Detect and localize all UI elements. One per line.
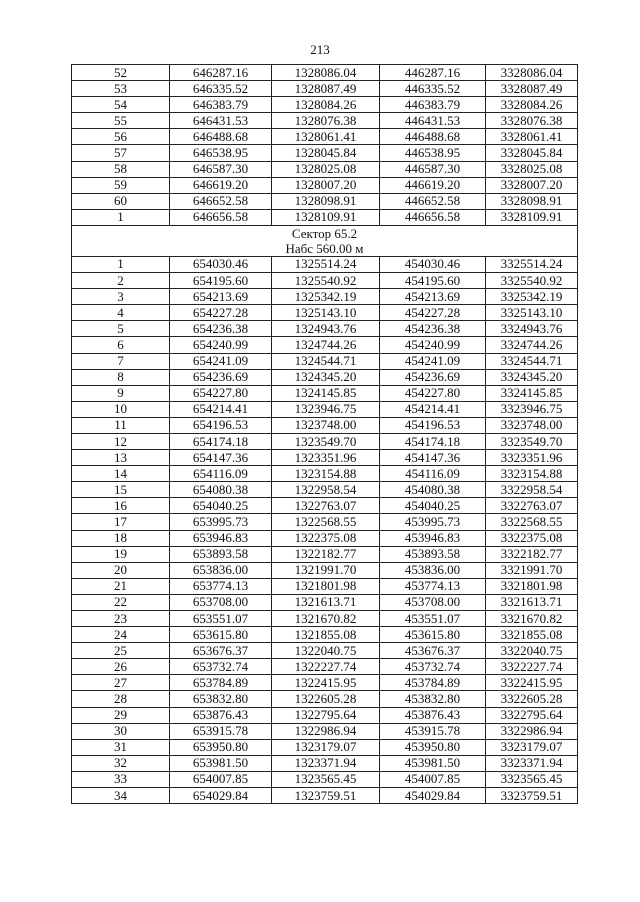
point-number-cell: 23 xyxy=(72,611,170,627)
x-coord-cell: 653981.50 xyxy=(170,755,272,771)
table-row xyxy=(72,353,578,369)
y-coord-cell: 1321991.70 xyxy=(272,562,380,578)
x-coord-alt-cell: 453784.89 xyxy=(380,675,486,691)
point-number-cell: 14 xyxy=(72,466,170,482)
point-number-cell: 58 xyxy=(72,161,170,177)
point-number-cell: 32 xyxy=(72,755,170,771)
y-coord-alt-cell: 3322958.54 xyxy=(486,482,578,498)
x-coord-alt-cell: 446538.95 xyxy=(380,145,486,161)
x-coord-alt-cell: 453732.74 xyxy=(380,659,486,675)
y-coord-alt-cell: 3323179.07 xyxy=(486,739,578,755)
y-coord-cell: 1322605.28 xyxy=(272,691,380,707)
x-coord-cell: 646287.16 xyxy=(170,65,272,81)
x-coord-alt-cell: 454227.80 xyxy=(380,385,486,401)
x-coord-alt-cell: 454116.09 xyxy=(380,466,486,482)
x-coord-alt-cell: 446287.16 xyxy=(380,65,486,81)
x-coord-cell: 654214.41 xyxy=(170,401,272,417)
point-number-cell: 31 xyxy=(72,739,170,755)
x-coord-alt-cell: 454213.69 xyxy=(380,289,486,305)
table-row xyxy=(72,337,578,353)
point-number-cell: 12 xyxy=(72,433,170,449)
y-coord-cell: 1328087.49 xyxy=(272,81,380,97)
table-row xyxy=(72,256,578,272)
x-coord-cell: 653551.07 xyxy=(170,611,272,627)
y-coord-cell: 1321613.71 xyxy=(272,594,380,610)
table-row xyxy=(72,289,578,305)
y-coord-cell: 1321801.98 xyxy=(272,578,380,594)
y-coord-alt-cell: 3322415.95 xyxy=(486,675,578,691)
table-row xyxy=(72,433,578,449)
x-coord-alt-cell: 454080.38 xyxy=(380,482,486,498)
y-coord-alt-cell: 3322182.77 xyxy=(486,546,578,562)
x-coord-alt-cell: 454030.46 xyxy=(380,256,486,272)
table-row xyxy=(72,562,578,578)
x-coord-alt-cell: 454040.25 xyxy=(380,498,486,514)
x-coord-alt-cell: 446383.79 xyxy=(380,97,486,113)
y-coord-cell: 1323759.51 xyxy=(272,788,380,804)
y-coord-alt-cell: 3325342.19 xyxy=(486,289,578,305)
x-coord-alt-cell: 453946.83 xyxy=(380,530,486,546)
table-row xyxy=(72,466,578,482)
x-coord-cell: 653836.00 xyxy=(170,562,272,578)
y-coord-alt-cell: 3323565.45 xyxy=(486,771,578,787)
x-coord-alt-cell: 453774.13 xyxy=(380,578,486,594)
x-coord-cell: 646538.95 xyxy=(170,145,272,161)
x-coord-cell: 654236.38 xyxy=(170,321,272,337)
x-coord-alt-cell: 453708.00 xyxy=(380,594,486,610)
y-coord-cell: 1323154.88 xyxy=(272,466,380,482)
y-coord-alt-cell: 3324345.20 xyxy=(486,369,578,385)
point-number-cell: 20 xyxy=(72,562,170,578)
y-coord-cell: 1325342.19 xyxy=(272,289,380,305)
table-row xyxy=(72,594,578,610)
x-coord-cell: 653950.80 xyxy=(170,739,272,755)
section-header-row xyxy=(72,225,578,256)
table-row xyxy=(72,498,578,514)
y-coord-cell: 1328061.41 xyxy=(272,129,380,145)
point-number-cell: 26 xyxy=(72,659,170,675)
table-row xyxy=(72,369,578,385)
table-row xyxy=(72,129,578,145)
y-coord-cell: 1323371.94 xyxy=(272,755,380,771)
y-coord-alt-cell: 3328098.91 xyxy=(486,193,578,209)
table-row xyxy=(72,450,578,466)
x-coord-alt-cell: 454196.53 xyxy=(380,417,486,433)
x-coord-cell: 654240.99 xyxy=(170,337,272,353)
point-number-cell: 54 xyxy=(72,97,170,113)
y-coord-cell: 1321670.82 xyxy=(272,611,380,627)
x-coord-cell: 646587.30 xyxy=(170,161,272,177)
x-coord-cell: 653615.80 xyxy=(170,627,272,643)
section-title: Сектор 65.2 xyxy=(291,225,358,241)
x-coord-alt-cell: 446587.30 xyxy=(380,161,486,177)
y-coord-cell: 1328025.08 xyxy=(272,161,380,177)
y-coord-cell: 1323549.70 xyxy=(272,433,380,449)
y-coord-cell: 1324544.71 xyxy=(272,353,380,369)
x-coord-alt-cell: 454241.09 xyxy=(380,353,486,369)
point-number-cell: 18 xyxy=(72,530,170,546)
y-coord-alt-cell: 3324544.71 xyxy=(486,353,578,369)
x-coord-alt-cell: 454029.84 xyxy=(380,788,486,804)
y-coord-cell: 1322986.94 xyxy=(272,723,380,739)
point-number-cell: 21 xyxy=(72,578,170,594)
y-coord-alt-cell: 3328076.38 xyxy=(486,113,578,129)
y-coord-cell: 1328098.91 xyxy=(272,193,380,209)
y-coord-cell: 1322040.75 xyxy=(272,643,380,659)
x-coord-cell: 654030.46 xyxy=(170,256,272,272)
y-coord-alt-cell: 3322040.75 xyxy=(486,643,578,659)
table-row xyxy=(72,482,578,498)
table-row xyxy=(72,193,578,209)
point-number-cell: 25 xyxy=(72,643,170,659)
y-coord-alt-cell: 3321855.08 xyxy=(486,627,578,643)
y-coord-alt-cell: 3328086.04 xyxy=(486,65,578,81)
y-coord-alt-cell: 3328061.41 xyxy=(486,129,578,145)
point-number-cell: 1 xyxy=(72,256,170,272)
table-row xyxy=(72,659,578,675)
x-coord-cell: 646383.79 xyxy=(170,97,272,113)
table-row xyxy=(72,145,578,161)
section-header xyxy=(72,225,578,256)
y-coord-cell: 1328007.20 xyxy=(272,177,380,193)
x-coord-alt-cell: 453876.43 xyxy=(380,707,486,723)
y-coord-cell: 1323179.07 xyxy=(272,739,380,755)
x-coord-cell: 654116.09 xyxy=(170,466,272,482)
table-row xyxy=(72,546,578,562)
y-coord-alt-cell: 3324943.76 xyxy=(486,321,578,337)
point-number-cell: 7 xyxy=(72,353,170,369)
section-subtitle: Набс 560.00 м xyxy=(285,240,364,256)
y-coord-alt-cell: 3325540.92 xyxy=(486,273,578,289)
x-coord-cell: 654236.69 xyxy=(170,369,272,385)
y-coord-cell: 1325514.24 xyxy=(272,256,380,272)
table-row xyxy=(72,81,578,97)
x-coord-alt-cell: 453836.00 xyxy=(380,562,486,578)
table-row xyxy=(72,675,578,691)
point-number-cell: 11 xyxy=(72,417,170,433)
y-coord-cell: 1324345.20 xyxy=(272,369,380,385)
x-coord-cell: 646619.20 xyxy=(170,177,272,193)
y-coord-cell: 1324145.85 xyxy=(272,385,380,401)
x-coord-alt-cell: 454195.60 xyxy=(380,273,486,289)
x-coord-cell: 654040.25 xyxy=(170,498,272,514)
point-number-cell: 6 xyxy=(72,337,170,353)
x-coord-cell: 654241.09 xyxy=(170,353,272,369)
y-coord-cell: 1321855.08 xyxy=(272,627,380,643)
x-coord-alt-cell: 454007.85 xyxy=(380,771,486,787)
x-coord-alt-cell: 453551.07 xyxy=(380,611,486,627)
y-coord-cell: 1322375.08 xyxy=(272,530,380,546)
y-coord-alt-cell: 3322568.55 xyxy=(486,514,578,530)
y-coord-alt-cell: 3322795.64 xyxy=(486,707,578,723)
x-coord-alt-cell: 446431.53 xyxy=(380,113,486,129)
x-coord-alt-cell: 453995.73 xyxy=(380,514,486,530)
x-coord-cell: 646335.52 xyxy=(170,81,272,97)
x-coord-alt-cell: 446619.20 xyxy=(380,177,486,193)
x-coord-cell: 653708.00 xyxy=(170,594,272,610)
y-coord-alt-cell: 3324145.85 xyxy=(486,385,578,401)
x-coord-cell: 653946.83 xyxy=(170,530,272,546)
x-coord-alt-cell: 454227.28 xyxy=(380,305,486,321)
y-coord-alt-cell: 3323371.94 xyxy=(486,755,578,771)
table-row xyxy=(72,401,578,417)
table-row xyxy=(72,113,578,129)
point-number-cell: 9 xyxy=(72,385,170,401)
point-number-cell: 16 xyxy=(72,498,170,514)
point-number-cell: 24 xyxy=(72,627,170,643)
table-row xyxy=(72,739,578,755)
x-coord-alt-cell: 446488.68 xyxy=(380,129,486,145)
x-coord-cell: 653876.43 xyxy=(170,707,272,723)
y-coord-alt-cell: 3321801.98 xyxy=(486,578,578,594)
table-row xyxy=(72,321,578,337)
y-coord-alt-cell: 3321991.70 xyxy=(486,562,578,578)
point-number-cell: 55 xyxy=(72,113,170,129)
x-coord-alt-cell: 454236.69 xyxy=(380,369,486,385)
y-coord-cell: 1328086.04 xyxy=(272,65,380,81)
y-coord-alt-cell: 3323748.00 xyxy=(486,417,578,433)
x-coord-cell: 654227.80 xyxy=(170,385,272,401)
x-coord-alt-cell: 446656.58 xyxy=(380,209,486,225)
table-row xyxy=(72,771,578,787)
point-number-cell: 3 xyxy=(72,289,170,305)
point-number-cell: 57 xyxy=(72,145,170,161)
point-number-cell: 13 xyxy=(72,450,170,466)
point-number-cell: 52 xyxy=(72,65,170,81)
point-number-cell: 33 xyxy=(72,771,170,787)
table-row xyxy=(72,755,578,771)
y-coord-cell: 1322182.77 xyxy=(272,546,380,562)
point-number-cell: 34 xyxy=(72,788,170,804)
point-number-cell: 8 xyxy=(72,369,170,385)
y-coord-alt-cell: 3325143.10 xyxy=(486,305,578,321)
x-coord-cell: 654147.36 xyxy=(170,450,272,466)
y-coord-alt-cell: 3328084.26 xyxy=(486,97,578,113)
point-number-cell: 15 xyxy=(72,482,170,498)
coordinates-table-body xyxy=(72,65,578,804)
y-coord-cell: 1328084.26 xyxy=(272,97,380,113)
x-coord-alt-cell: 453915.78 xyxy=(380,723,486,739)
y-coord-alt-cell: 3321670.82 xyxy=(486,611,578,627)
x-coord-cell: 653784.89 xyxy=(170,675,272,691)
y-coord-alt-cell: 3325514.24 xyxy=(486,256,578,272)
table-row xyxy=(72,177,578,193)
x-coord-alt-cell: 453893.58 xyxy=(380,546,486,562)
y-coord-cell: 1322795.64 xyxy=(272,707,380,723)
table-row xyxy=(72,417,578,433)
y-coord-cell: 1323565.45 xyxy=(272,771,380,787)
point-number-cell: 22 xyxy=(72,594,170,610)
table-row xyxy=(72,161,578,177)
y-coord-cell: 1323748.00 xyxy=(272,417,380,433)
y-coord-cell: 1324943.76 xyxy=(272,321,380,337)
page-number: 213 xyxy=(310,42,330,57)
x-coord-cell: 646431.53 xyxy=(170,113,272,129)
x-coord-cell: 654195.60 xyxy=(170,273,272,289)
y-coord-alt-cell: 3323759.51 xyxy=(486,788,578,804)
y-coord-alt-cell: 3321613.71 xyxy=(486,594,578,610)
point-number-cell: 60 xyxy=(72,193,170,209)
y-coord-cell: 1323946.75 xyxy=(272,401,380,417)
x-coord-cell: 654227.28 xyxy=(170,305,272,321)
x-coord-alt-cell: 454240.99 xyxy=(380,337,486,353)
x-coord-alt-cell: 453832.80 xyxy=(380,691,486,707)
y-coord-alt-cell: 3323154.88 xyxy=(486,466,578,482)
table-row xyxy=(72,643,578,659)
x-coord-alt-cell: 453950.80 xyxy=(380,739,486,755)
table-row xyxy=(72,723,578,739)
x-coord-alt-cell: 446652.58 xyxy=(380,193,486,209)
x-coord-alt-cell: 453615.80 xyxy=(380,627,486,643)
y-coord-cell: 1325540.92 xyxy=(272,273,380,289)
x-coord-cell: 653774.13 xyxy=(170,578,272,594)
point-number-cell: 27 xyxy=(72,675,170,691)
point-number-cell: 56 xyxy=(72,129,170,145)
point-number-cell: 29 xyxy=(72,707,170,723)
table-row xyxy=(72,97,578,113)
x-coord-alt-cell: 453981.50 xyxy=(380,755,486,771)
y-coord-alt-cell: 3322986.94 xyxy=(486,723,578,739)
x-coord-cell: 654007.85 xyxy=(170,771,272,787)
table-row xyxy=(72,578,578,594)
x-coord-alt-cell: 454147.36 xyxy=(380,450,486,466)
y-coord-cell: 1322227.74 xyxy=(272,659,380,675)
x-coord-cell: 646652.58 xyxy=(170,193,272,209)
y-coord-cell: 1325143.10 xyxy=(272,305,380,321)
table-row xyxy=(72,530,578,546)
y-coord-alt-cell: 3322227.74 xyxy=(486,659,578,675)
x-coord-alt-cell: 453676.37 xyxy=(380,643,486,659)
x-coord-cell: 654213.69 xyxy=(170,289,272,305)
y-coord-alt-cell: 3324744.26 xyxy=(486,337,578,353)
point-number-cell: 10 xyxy=(72,401,170,417)
x-coord-cell: 653893.58 xyxy=(170,546,272,562)
x-coord-cell: 653915.78 xyxy=(170,723,272,739)
y-coord-alt-cell: 3322605.28 xyxy=(486,691,578,707)
point-number-cell: 59 xyxy=(72,177,170,193)
y-coord-cell: 1324744.26 xyxy=(272,337,380,353)
table-row xyxy=(72,65,578,81)
y-coord-alt-cell: 3323549.70 xyxy=(486,433,578,449)
x-coord-cell: 653832.80 xyxy=(170,691,272,707)
x-coord-cell: 653676.37 xyxy=(170,643,272,659)
x-coord-cell: 654029.84 xyxy=(170,788,272,804)
y-coord-cell: 1328076.38 xyxy=(272,113,380,129)
x-coord-cell: 654174.18 xyxy=(170,433,272,449)
point-number-cell: 2 xyxy=(72,273,170,289)
table-row xyxy=(72,707,578,723)
table-row xyxy=(72,788,578,804)
table-row xyxy=(72,305,578,321)
table-row xyxy=(72,627,578,643)
y-coord-cell: 1328109.91 xyxy=(272,209,380,225)
x-coord-cell: 653732.74 xyxy=(170,659,272,675)
y-coord-alt-cell: 3328025.08 xyxy=(486,161,578,177)
x-coord-cell: 646488.68 xyxy=(170,129,272,145)
y-coord-alt-cell: 3328045.84 xyxy=(486,145,578,161)
x-coord-alt-cell: 454174.18 xyxy=(380,433,486,449)
point-number-cell: 53 xyxy=(72,81,170,97)
y-coord-cell: 1322763.07 xyxy=(272,498,380,514)
table-row xyxy=(72,514,578,530)
y-coord-alt-cell: 3328007.20 xyxy=(486,177,578,193)
x-coord-cell: 654196.53 xyxy=(170,417,272,433)
y-coord-cell: 1328045.84 xyxy=(272,145,380,161)
table-row xyxy=(72,209,578,225)
point-number-cell: 19 xyxy=(72,546,170,562)
point-number-cell: 30 xyxy=(72,723,170,739)
point-number-cell: 1 xyxy=(72,209,170,225)
table-row xyxy=(72,385,578,401)
coordinates-table xyxy=(71,64,578,804)
x-coord-alt-cell: 446335.52 xyxy=(380,81,486,97)
y-coord-alt-cell: 3322763.07 xyxy=(486,498,578,514)
point-number-cell: 28 xyxy=(72,691,170,707)
point-number-cell: 4 xyxy=(72,305,170,321)
y-coord-cell: 1322568.55 xyxy=(272,514,380,530)
table-row xyxy=(72,611,578,627)
x-coord-cell: 646656.58 xyxy=(170,209,272,225)
y-coord-cell: 1322958.54 xyxy=(272,482,380,498)
y-coord-alt-cell: 3322375.08 xyxy=(486,530,578,546)
table-row xyxy=(72,273,578,289)
x-coord-cell: 653995.73 xyxy=(170,514,272,530)
point-number-cell: 5 xyxy=(72,321,170,337)
x-coord-cell: 654080.38 xyxy=(170,482,272,498)
table-row xyxy=(72,691,578,707)
x-coord-alt-cell: 454236.38 xyxy=(380,321,486,337)
y-coord-alt-cell: 3323351.96 xyxy=(486,450,578,466)
point-number-cell: 17 xyxy=(72,514,170,530)
x-coord-alt-cell: 454214.41 xyxy=(380,401,486,417)
y-coord-alt-cell: 3328109.91 xyxy=(486,209,578,225)
y-coord-alt-cell: 3328087.49 xyxy=(486,81,578,97)
y-coord-cell: 1323351.96 xyxy=(272,450,380,466)
y-coord-alt-cell: 3323946.75 xyxy=(486,401,578,417)
y-coord-cell: 1322415.95 xyxy=(272,675,380,691)
